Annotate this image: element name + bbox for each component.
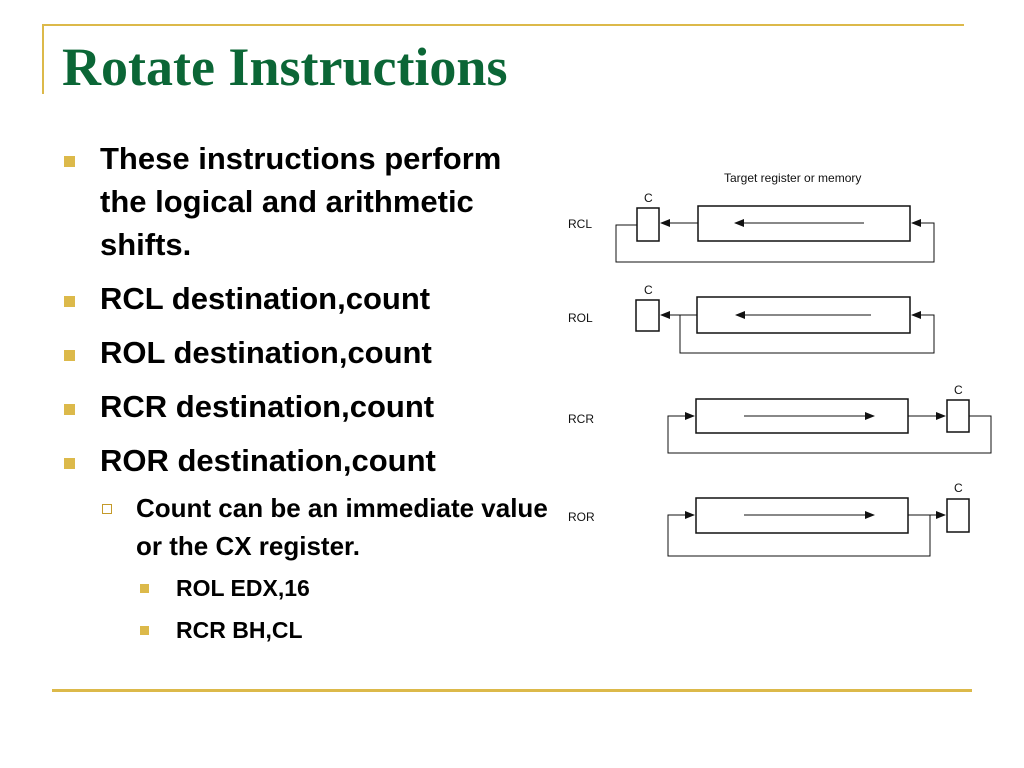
bullet-square-icon bbox=[140, 584, 149, 593]
rcl-carry-label: C bbox=[644, 191, 653, 205]
rol-diagram bbox=[568, 283, 934, 353]
rcl-label: RCL bbox=[568, 217, 593, 231]
hollow-square-bullet-icon bbox=[102, 504, 112, 514]
rol-loop-arrow bbox=[680, 315, 934, 353]
example-rol-edx: ROL EDX,16 bbox=[176, 575, 310, 601]
ror-diagram bbox=[568, 481, 969, 556]
rcl-loop-arrow bbox=[616, 223, 934, 262]
bottom-frame-rule bbox=[52, 689, 972, 692]
top-frame-rule bbox=[42, 24, 964, 26]
bullet-square-icon bbox=[64, 350, 75, 361]
left-frame-rule bbox=[42, 24, 44, 94]
example-rcr-bh: RCR BH,CL bbox=[176, 617, 303, 643]
rol-carry-box bbox=[636, 300, 659, 331]
rcl-diagram bbox=[568, 191, 934, 262]
bullet-rcl: RCL destination,count bbox=[100, 281, 431, 316]
rol-carry-label: C bbox=[644, 283, 653, 297]
bullet-rol: ROL destination,count bbox=[100, 335, 432, 370]
bullet-ror: ROR destination,count bbox=[100, 443, 436, 478]
diagram-caption: Target register or memory bbox=[724, 171, 862, 185]
rol-label: ROL bbox=[568, 311, 593, 325]
ror-carry-label: C bbox=[954, 481, 963, 495]
bullet-square-icon bbox=[64, 156, 75, 167]
ror-carry-box bbox=[947, 499, 969, 532]
rcr-carry-box bbox=[947, 400, 969, 432]
bullet-intro: These instructions perform the logical and arithmetic shifts. bbox=[100, 141, 502, 262]
bullet-square-icon bbox=[64, 296, 75, 307]
rcr-label: RCR bbox=[568, 412, 594, 426]
sub-bullet-count: Count can be an immediate value or the CX register. bbox=[136, 493, 548, 561]
ror-loop-arrow bbox=[668, 515, 930, 556]
bullet-rcr: RCR destination,count bbox=[100, 389, 435, 424]
rcr-carry-label: C bbox=[954, 383, 963, 397]
rotate-diagram bbox=[560, 165, 1000, 565]
rcl-carry-box bbox=[637, 208, 659, 241]
rcr-diagram bbox=[568, 383, 991, 453]
bullet-square-icon bbox=[64, 404, 75, 415]
rcr-loop-arrow bbox=[668, 416, 991, 453]
bullet-square-icon bbox=[64, 458, 75, 469]
ror-label: ROR bbox=[568, 510, 595, 524]
bullet-square-icon bbox=[140, 626, 149, 635]
slide-title: Rotate Instructions bbox=[62, 37, 508, 97]
